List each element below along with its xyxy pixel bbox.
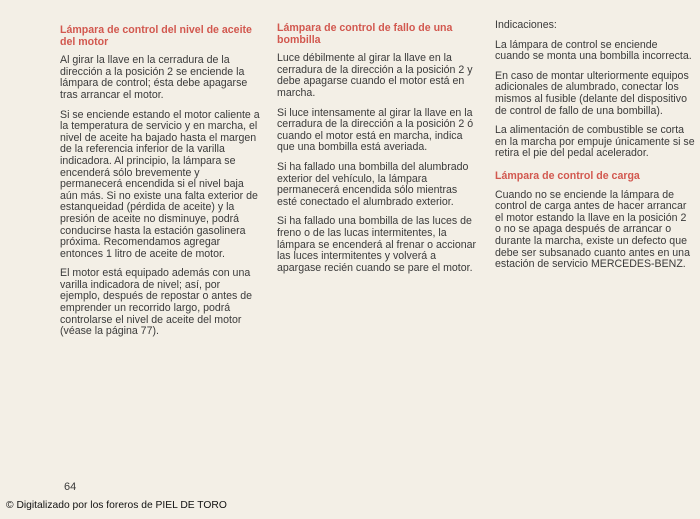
page-number: 64 — [64, 481, 77, 493]
paragraph: Cuando no se enciende la lámpara de control de carga antes de hacer arrancar el motor estando la llave en la posición 2 o no se apaga después de arrancar o durante la marcha, existe un defecto que debe ser subsanado cuanto antes en una estación de servicio MERCEDES-BENZ. — [495, 188, 690, 271]
paragraph: Si ha fallado una bombilla de las luces de freno o de las lucas intermitentes, la lámpara se encenderá al frenar o accionar las luces intermitentes y volverá a apargase recién cuando se pare el motor. — [277, 215, 477, 274]
paragraph: Si luce intensamente al girar la llave en la cerradura de la dirección a la posición 2 ó cuando el motor está en marcha, indica que una bombilla está averiada. — [277, 106, 474, 154]
section-heading-bulb-failure: Lámpara de control de fallo de una bombilla — [277, 22, 453, 46]
paragraph: El motor está equipado además con una varilla indicadora de nivel; así, por ejemplo, después de repostar o antes de emprender un recorrido largo, podrá controlarse el nivel de aceite del motor (véase la página 77). — [60, 267, 252, 338]
column-1 — [60, 20, 263, 346]
paragraph: Si se enciende estando el motor caliente a la temperatura de servicio y en marcha, el nivel de aceite ha bajado hasta el margen de la referencia inferior de la varilla indicadora. Al principio, la lámpara se encenderá sólo brevemente y permanecerá encendida si el nivel baja aún más. Si no existe una falta exterior de estanqueidad (pérdida de aceite) y la presión de aceite no disminuye, podrá conducirse hasta la estación gasolinera próxima. Recomendamos agregar entonces 1 litro de aceite de motor. — [60, 108, 260, 260]
column-2 — [277, 20, 477, 282]
section-heading-charge: Lámpara de control de carga — [495, 169, 640, 182]
paragraph: La lámpara de control se enciende cuando se monta una bombilla incorrecta. — [495, 38, 692, 63]
paragraph: Si ha fallado una bombilla del alumbrado exterior del vehículo, la lámpara permanecerá encendida sólo mientras esté conectado el alumbrado exterior. — [277, 160, 469, 208]
paragraph: La alimentación de combustible se corta en la marcha por empuje únicamente si se retira el pie del pedal acelerador. — [495, 124, 695, 160]
paragraph: Luce débilmente al girar la llave en la cerradura de la dirección a la posición 2 y debe apagarse cuando el motor está en marcha. — [277, 52, 473, 99]
indications-label: Indicaciones: — [495, 19, 557, 31]
column-3 — [495, 20, 695, 279]
section-heading-oil-level: Lámpara de control del nivel de aceite del motor — [60, 24, 252, 48]
footer-credit: © Digitalizado por los foreros de PIEL DE TORO — [6, 500, 227, 511]
paragraph: Al girar la llave en la cerradura de la dirección a la posición 2 se enciende la lámpara de control; ésta debe apagarse tras arrancar el motor. — [60, 54, 248, 101]
paragraph: En caso de montar ulteriormente equipos adicionales de alumbrado, conectar los mismos al fusible (delante del dispositivo de control de fallo de una bombilla). — [495, 69, 689, 117]
